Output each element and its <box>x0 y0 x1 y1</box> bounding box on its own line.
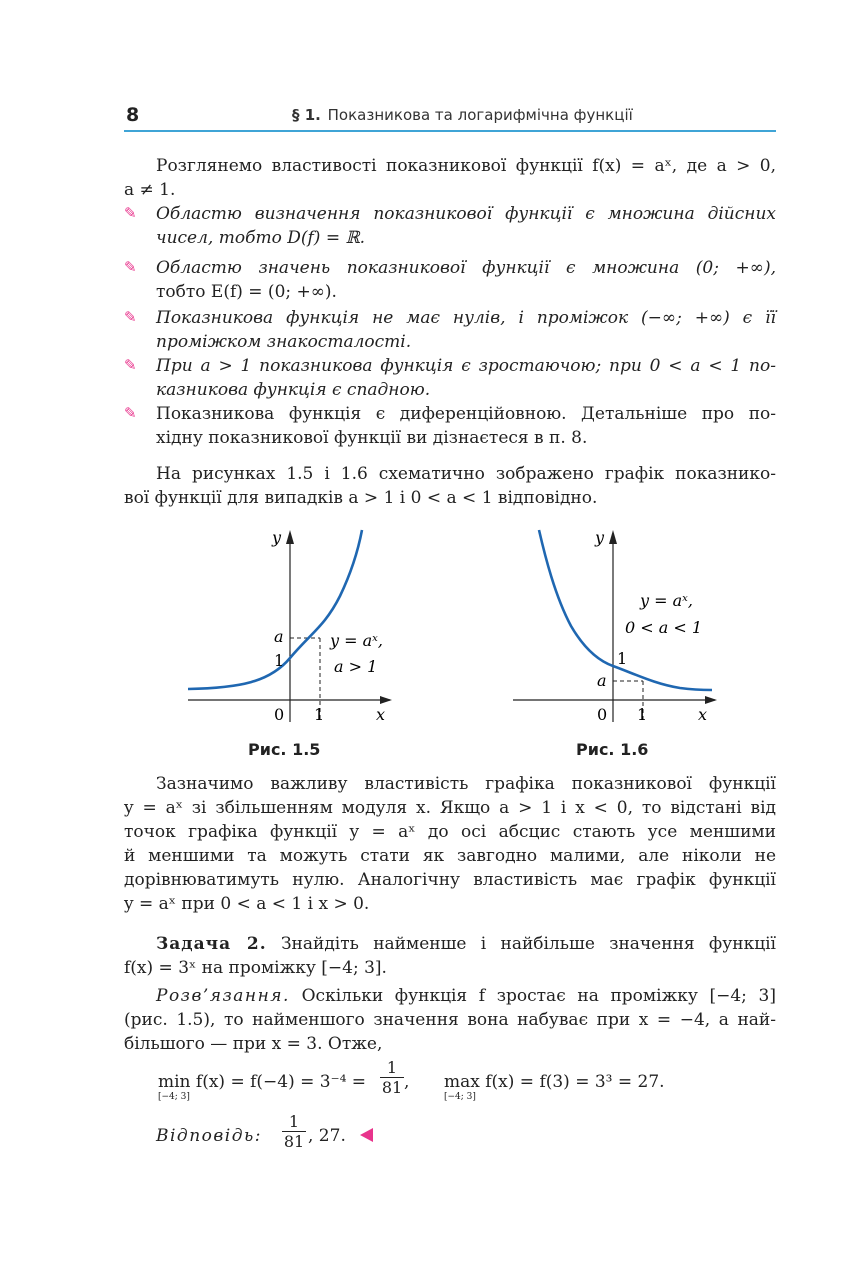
x-axis-arrow-icon <box>705 696 717 704</box>
property-4-line-2: казникова функція є спадною. <box>156 380 431 400</box>
property-2-line-1: Областю значень показникової функції є множина (0; +∞), <box>156 258 776 278</box>
note-line-4: й меншими та можуть стати як завгодно малими, але ніколи не <box>124 846 776 866</box>
property-3-line-1: Показникова функція не має нулів, і проміжок (−∞; +∞) є її <box>156 308 776 328</box>
y-axis-arrow-icon <box>286 530 294 544</box>
solution-label: Розв’язання. <box>156 986 290 1006</box>
a-label: a <box>274 627 284 646</box>
x-one-label: 1 <box>314 705 325 724</box>
property-2-line-2: тобто E(f) = (0; +∞). <box>156 282 337 302</box>
property-3-line-2: проміжком знакосталості. <box>156 332 412 352</box>
min-fraction <box>380 1058 404 1097</box>
figure-1-5-caption: Рис. 1.5 <box>248 740 321 759</box>
min-subscript: [−4; 3] <box>158 1092 190 1102</box>
y-one-label: 1 <box>617 649 628 668</box>
section-mark: § 1. <box>292 106 321 124</box>
fraction-denominator: 81 <box>283 1132 305 1151</box>
formula-label: y = aˣ, <box>330 631 383 650</box>
task-statement: Знайдіть найменше і найбільше значення функції <box>280 934 776 954</box>
task-line-1 <box>156 932 776 956</box>
running-title <box>292 106 633 124</box>
intro-line-1: Розглянемо властивості показникової функції f(x) = aˣ, де a > 0, <box>156 156 776 176</box>
note-line-5: дорівнюватимуть нулю. Аналогічну властивість має графік функції <box>124 870 776 890</box>
pencil-check-icon: ✎ <box>124 258 137 276</box>
x-axis-arrow-icon <box>380 696 392 704</box>
min-expression: min f(x) = f(−4) = 3⁻⁴ = <box>158 1072 367 1092</box>
note-line-3: точок графіка функції y = aˣ до осі абсцис стають усе меншими <box>124 822 776 842</box>
origin-label: 0 <box>274 705 285 724</box>
solution-line-1 <box>156 984 776 1008</box>
answer-value: , 27. <box>308 1126 346 1146</box>
formula-label: y = aˣ, <box>640 591 693 610</box>
answer-fraction <box>282 1112 306 1151</box>
note-line-2: y = aˣ зі збільшенням модуля x. Якщо a > 1 і x < 0, то відстані від <box>124 798 776 818</box>
fraction-denominator: 81 <box>381 1078 403 1097</box>
y-axis-label: y <box>595 528 605 547</box>
solution-line-2: (рис. 1.5), то найменшого значення вона набуває при x = −4, а най- <box>124 1010 776 1030</box>
condition-label: 0 < a < 1 <box>625 618 703 637</box>
figure-1-6-graph <box>505 526 730 730</box>
section-title: Показникова та логарифмічна функції <box>327 106 633 124</box>
a-label: a <box>597 671 607 690</box>
intro-line-2: a ≠ 1. <box>124 180 176 200</box>
y-one-label: 1 <box>274 651 285 670</box>
x-axis-label: x <box>376 705 386 724</box>
pencil-check-icon: ✎ <box>124 404 137 422</box>
property-1-line-1: Областю визначення показникової функції є множина дійсних <box>156 204 776 224</box>
pencil-check-icon: ✎ <box>124 356 137 374</box>
property-5-line-1: Показникова функція є диференційовною. Детальніше про по- <box>156 404 776 424</box>
x-axis-label: x <box>698 705 708 724</box>
origin-label: 0 <box>597 705 608 724</box>
condition-label: a > 1 <box>334 657 378 676</box>
property-1-line-2: чисел, тобто D(f) = ℝ. <box>156 228 365 248</box>
note-line-1: Зазначимо важливу властивість графіка показникової функції <box>156 774 776 794</box>
fraction-numerator: 1 <box>282 1112 306 1132</box>
note-line-6: y = aˣ при 0 < a < 1 і x > 0. <box>124 894 370 914</box>
figure-1-6-caption: Рис. 1.6 <box>576 740 649 759</box>
fraction-numerator: 1 <box>380 1058 404 1078</box>
max-expression: max f(x) = f(3) = 3³ = 27. <box>444 1072 665 1092</box>
figure-1-5-graph <box>180 526 400 730</box>
answer-label: Відповідь: <box>156 1126 262 1146</box>
page-number: 8 <box>126 104 140 126</box>
task-line-2: f(x) = 3ˣ на проміжку [−4; 3]. <box>124 958 387 978</box>
solution-line-3: більшого — при x = 3. Отже, <box>124 1034 383 1054</box>
x-one-label: 1 <box>637 705 648 724</box>
page-header <box>124 100 776 132</box>
end-triangle-icon <box>360 1128 373 1142</box>
pencil-check-icon: ✎ <box>124 308 137 326</box>
property-4-line-1: При a > 1 показникова функція є зростаючою; при 0 < a < 1 по- <box>156 356 776 376</box>
min-tail: , <box>404 1072 410 1092</box>
solution-text: Оскільки функція f зростає на проміжку [−4; 3] <box>301 986 777 1006</box>
property-5-line-2: хідну показникової функції ви дізнаєтеся в п. 8. <box>156 428 588 448</box>
figure-intro-line-2: вої функції для випадків a > 1 і 0 < a < 1 відповідно. <box>124 488 598 508</box>
figure-intro-line-1: На рисунках 1.5 і 1.6 схематично зображено графік показнико- <box>156 464 776 484</box>
y-axis-arrow-icon <box>609 530 617 544</box>
pencil-check-icon: ✎ <box>124 204 137 222</box>
task-title: Задача 2. <box>156 934 267 954</box>
y-axis-label: y <box>272 528 282 547</box>
max-subscript: [−4; 3] <box>444 1092 476 1102</box>
